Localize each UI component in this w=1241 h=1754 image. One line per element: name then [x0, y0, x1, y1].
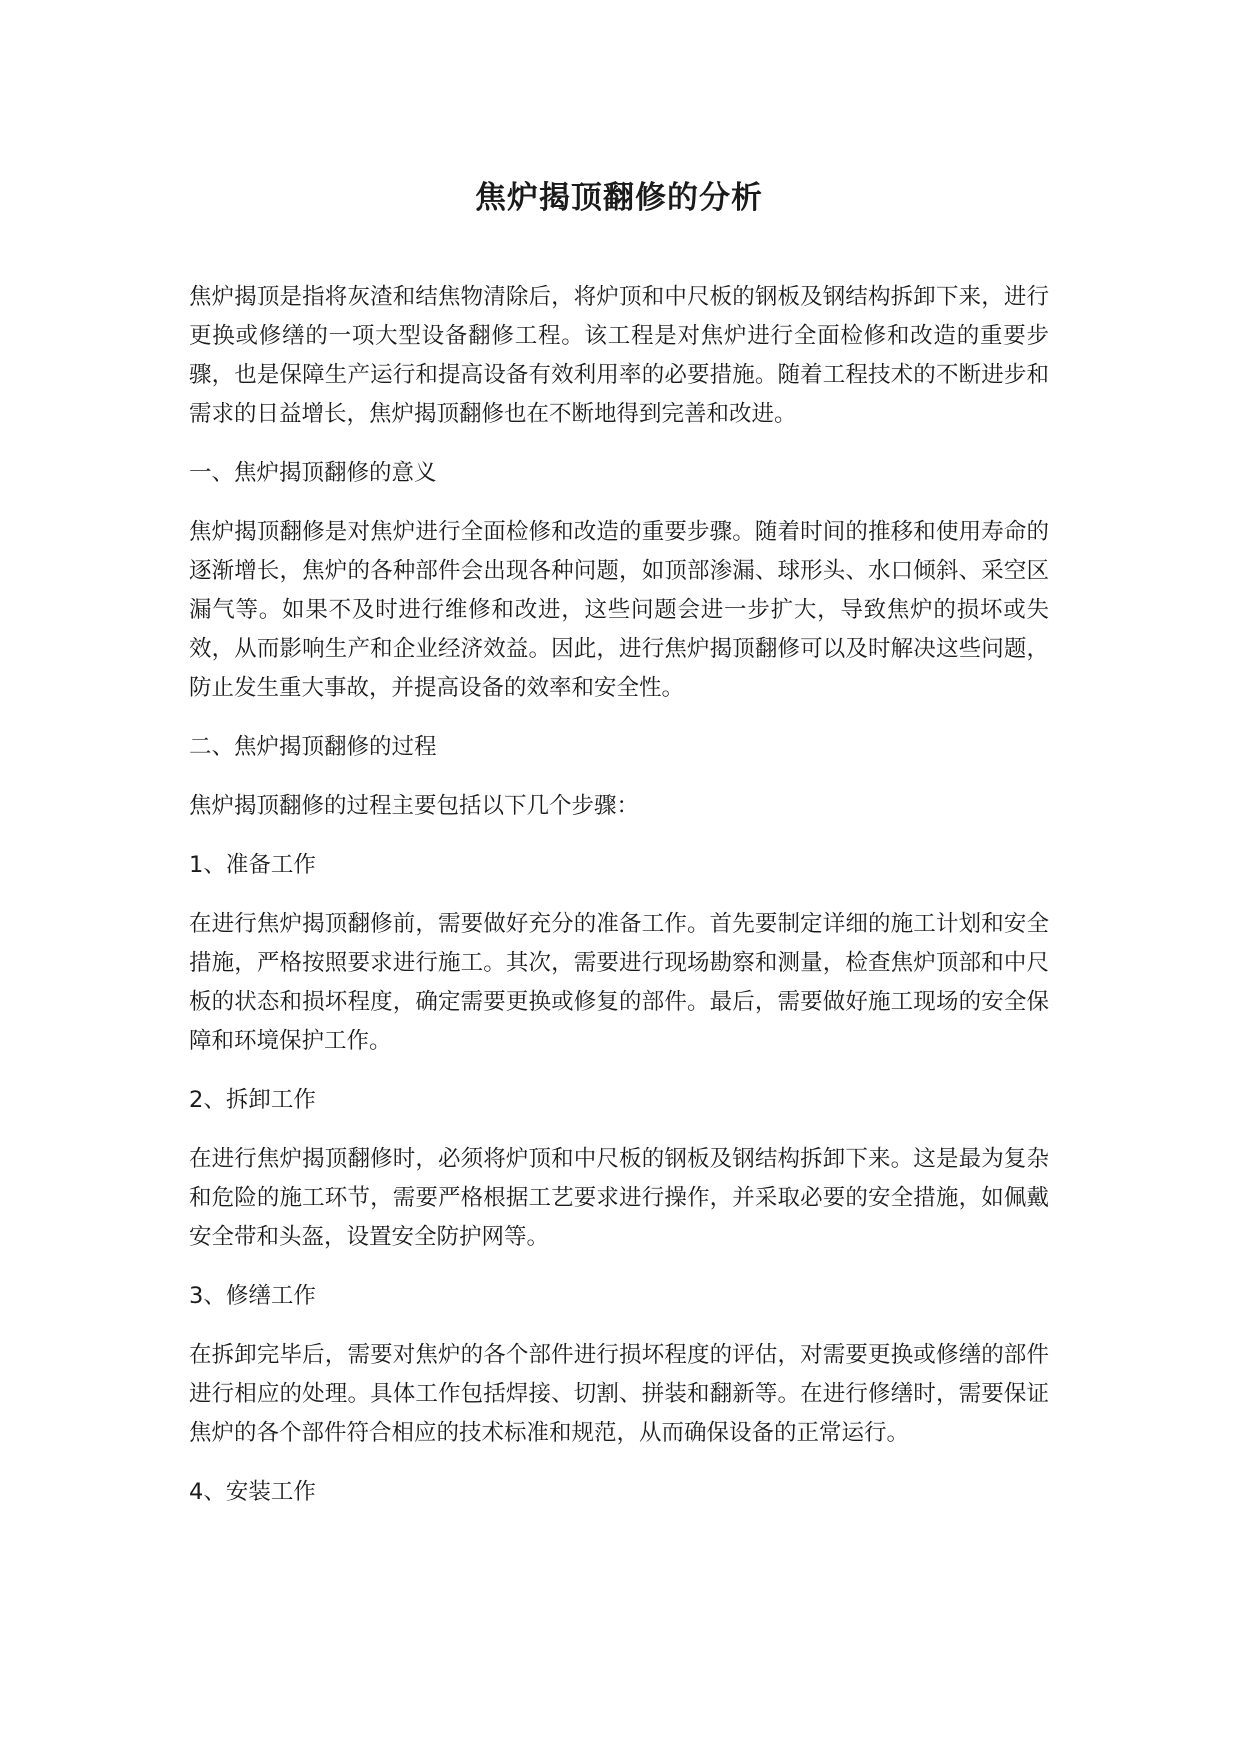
step-2-paragraph: 在进行焦炉揭顶翻修时，必须将炉顶和中尺板的钢板及钢结构拆卸下来。这是最为复杂和危险的施工环节，需要严格根据工艺要求进行操作，并采取必要的安全措施，如佩戴安全带和头盔，设置安全防护网等。 — [189, 1146, 1049, 1250]
step-2-heading: 2、拆卸工作 — [189, 1087, 316, 1113]
step-3-paragraph: 在拆卸完毕后，需要对焦炉的各个部件进行损坏程度的评估，对需要更换或修缮的部件进行相应的处理。具体工作包括焊接、切割、拼装和翻新等。在进行修缮时，需要保证焦炉的各个部件符合相应的技术标准和规范，从而确保设备的正常运行。 — [189, 1342, 1049, 1446]
section-1-heading: 一、焦炉揭顶翻修的意义 — [189, 460, 437, 486]
step-3-heading: 3、修缮工作 — [189, 1283, 316, 1309]
document-content — [189, 176, 1049, 1532]
intro-paragraph: 焦炉揭顶是指将灰渣和结焦物清除后，将炉顶和中尺板的钢板及钢结构拆卸下来，进行更换或修缮的一项大型设备翻修工程。该工程是对焦炉进行全面检修和改造的重要步骤，也是保障生产运行和提高设备有效利用率的必要措施。随着工程技术的不断进步和需求的日益增长，焦炉揭顶翻修也在不断地得到完善和改进。 — [189, 284, 1049, 427]
document-title: 焦炉揭顶翻修的分析 — [475, 180, 763, 216]
step-1-heading: 1、准备工作 — [189, 852, 316, 878]
section-2-heading: 二、焦炉揭顶翻修的过程 — [189, 734, 437, 760]
section-2-intro: 焦炉揭顶翻修的过程主要包括以下几个步骤： — [189, 793, 640, 819]
step-4-heading: 4、安装工作 — [189, 1479, 316, 1505]
step-1-paragraph: 在进行焦炉揭顶翻修前，需要做好充分的准备工作。首先要制定详细的施工计划和安全措施，严格按照要求进行施工。其次，需要进行现场勘察和测量，检查焦炉顶部和中尺板的状态和损坏程度，确定需要更换或修复的部件。最后，需要做好施工现场的安全保障和环境保护工作。 — [189, 911, 1049, 1054]
section-1-paragraph: 焦炉揭顶翻修是对焦炉进行全面检修和改造的重要步骤。随着时间的推移和使用寿命的逐渐增长，焦炉的各种部件会出现各种问题，如顶部渗漏、球形头、水口倾斜、采空区漏气等。如果不及时进行维修和改进，这些问题会进一步扩大，导致焦炉的损坏或失效，从而影响生产和企业经济效益。因此，进行焦炉揭顶翻修可以及时解决这些问题，防止发生重大事故，并提高设备的效率和安全性。 — [189, 519, 1049, 701]
